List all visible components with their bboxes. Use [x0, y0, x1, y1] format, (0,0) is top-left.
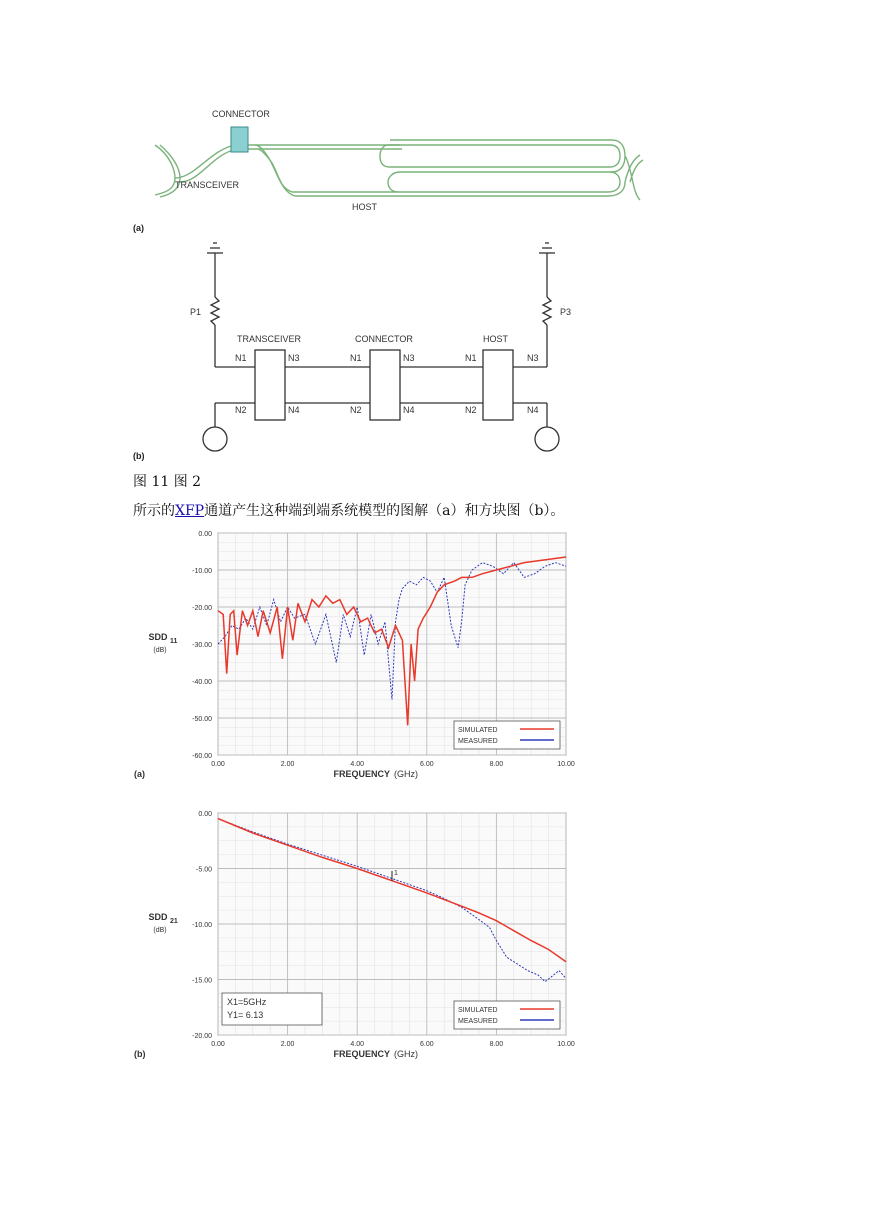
figure-b-tag: (b): [133, 451, 145, 461]
x-tick-label: 8.00: [489, 761, 504, 768]
marker-readout-x: X1=5GHz: [227, 997, 267, 1007]
p3-label: P3: [560, 307, 572, 317]
xfp-link[interactable]: XFP: [175, 503, 205, 519]
y-axis-label-subscript: 11: [170, 638, 178, 645]
marker-label: 1: [394, 870, 398, 878]
legend-label: MEASURED: [458, 738, 498, 745]
node-label: N2: [350, 405, 362, 415]
y-axis-label: SDD: [148, 912, 168, 922]
trace-diagram: [140, 100, 650, 235]
y-tick-label: -10.00: [192, 568, 212, 575]
y-tick-label: -20.00: [192, 1033, 212, 1040]
sdd11-chart: [130, 525, 580, 785]
node-label: N1: [350, 353, 362, 363]
y-tick-label: 0.00: [198, 811, 212, 818]
node-label: N4: [527, 405, 539, 415]
x-axis-label: FREQUENCY: [333, 1049, 390, 1059]
node-label: N4: [403, 405, 415, 415]
y-tick-label: -50.00: [192, 716, 212, 723]
x-tick-label: 8.00: [489, 1041, 504, 1048]
transceiver-label: TRANSCEIVER: [175, 180, 240, 190]
x-axis-unit: (GHz): [394, 1049, 418, 1059]
sdd21-chart: [130, 805, 580, 1065]
host-label: HOST: [352, 202, 378, 212]
x-tick-label: 6.00: [419, 1041, 434, 1048]
y-tick-label: -20.00: [192, 605, 212, 612]
chart-tag: (a): [134, 769, 145, 779]
x-tick-label: 4.00: [350, 761, 365, 768]
x-tick-label: 10.00: [557, 1041, 575, 1048]
node-label: N1: [465, 353, 477, 363]
x-tick-label: 4.00: [350, 1041, 365, 1048]
port-left: [203, 427, 227, 451]
transceiver-block: [255, 350, 285, 420]
y-axis-unit: (dB): [153, 927, 167, 934]
block-label-connector: CONNECTOR: [355, 334, 413, 344]
x-axis-unit: (GHz): [394, 769, 418, 779]
y-tick-label: -60.00: [192, 753, 212, 760]
node-label: N1: [235, 353, 247, 363]
figure-a-tag: (a): [133, 223, 144, 233]
marker-readout-y: Y1= 6.13: [227, 1010, 264, 1020]
y-tick-label: -40.00: [192, 679, 212, 686]
x-tick-label: 2.00: [280, 761, 295, 768]
connector-block: [231, 127, 248, 152]
y-axis-label: SDD: [148, 632, 168, 642]
legend-label: SIMULATED: [458, 727, 498, 734]
y-tick-label: -10.00: [192, 922, 212, 929]
node-label: N4: [288, 405, 300, 415]
host-block: [483, 350, 513, 420]
block-label-host: HOST: [483, 334, 509, 344]
y-axis-unit: (dB): [153, 647, 167, 654]
figure-caption-text: [133, 500, 564, 520]
p1-label: P1: [190, 307, 202, 317]
y-tick-label: -30.00: [192, 642, 212, 649]
legend-label: MEASURED: [458, 1018, 498, 1025]
y-tick-label: -5.00: [196, 866, 212, 874]
chart-tag: (b): [134, 1049, 146, 1059]
x-tick-label: 10.00: [557, 761, 575, 768]
caption-pre: 所示的: [133, 503, 175, 519]
x-tick-label: 0.00: [211, 761, 225, 768]
node-label: N3: [403, 353, 415, 363]
node-label: N2: [465, 405, 477, 415]
connector-block-b: [370, 350, 400, 420]
x-tick-label: 0.00: [211, 1041, 225, 1048]
connector-label: CONNECTOR: [212, 109, 270, 119]
pcb-traces: [155, 140, 643, 200]
node-label: N2: [235, 405, 247, 415]
x-tick-label: 2.00: [280, 1041, 295, 1048]
port-right: [535, 427, 559, 451]
node-label: N3: [527, 353, 539, 363]
x-axis-label: FREQUENCY: [333, 769, 390, 779]
y-axis-label-subscript: 21: [170, 918, 178, 925]
legend-label: SIMULATED: [458, 1007, 498, 1014]
block-label-transceiver: TRANSCEIVER: [237, 334, 302, 344]
x-tick-label: 6.00: [419, 761, 434, 768]
caption-post: 通道产生这种端到端系统模型的图解（a）和方块图（b）。: [204, 503, 565, 519]
figure-caption-title: 图 11 图 2: [133, 474, 202, 490]
y-tick-label: -15.00: [192, 977, 212, 985]
node-label: N3: [288, 353, 300, 363]
y-tick-label: 0.00: [198, 531, 212, 538]
block-diagram: [180, 235, 580, 460]
